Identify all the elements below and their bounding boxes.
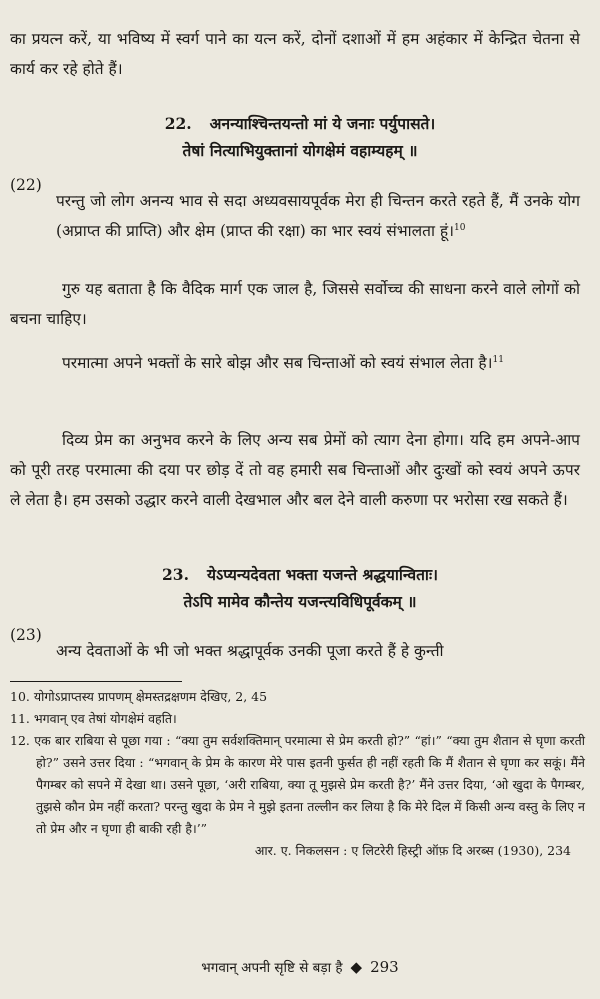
verse-22	[0, 110, 600, 164]
top-paragraph-block	[10, 24, 580, 84]
verse-23	[0, 561, 600, 615]
page-footer	[0, 958, 600, 976]
footnote-12-source: आर. ए. निकलसन : ए लिटरेरी हिस्ट्री ऑफ़ दि अरब्स (1930), 234	[254, 843, 571, 858]
footnote-ref-11: 11	[492, 354, 504, 365]
page-number: 293	[370, 958, 399, 976]
commentary-22-text-block	[56, 186, 580, 246]
verse-22-line2: तेषां नित्याभियुक्तानां योगक्षेमं वहाम्यहम् ॥	[182, 141, 418, 160]
verse-23-number: 23.	[162, 565, 189, 584]
verse-23-line1: येऽप्यन्यदेवता भक्ता यजन्ते श्रद्धयान्विताः।	[206, 565, 438, 584]
running-title: भगवान् अपनी सृष्टि से बड़ा है	[201, 960, 343, 976]
top-paragraph: का प्रयत्न करें, या भविष्य में स्वर्ग पाने का यत्न करें, दोनों दशाओं में हम अहंकार में केन्द्रित चेतना से कार्य कर रहे होते हैं।	[10, 30, 580, 78]
diamond-separator-icon: ◆	[350, 958, 363, 976]
footnote-12: 12. एक बार राबिया से पूछा गया : “क्या तुम सर्वशक्तिमान् परमात्मा से प्रेम करती हो?” “हां।” “क्या तुम शैतान से घृणा करती हो?” उसने उत्तर दिया : “भगवान् के प्रेम के कारण मेरे पास इतनी फुर्सत ही नहीं रहती कि मैं शैतान से घृणा कर सकूं। मैंने पैगम्बर को सपने में देखा था। उसने पूछा, ‘अरी राबिया, क्या तू मुझसे प्रेम करती है?’ मैंने उत्तर दिया, ‘ओ खुदा के पैगम्बर, तुझसे कौन प्रेम नहीं करता? परन्तु खुदा के प्रेम ने मुझे इतना तल्लीन कर लिया है कि मेरे दिल में किसी अन्य वस्तु के लिए न तो प्रेम और न घृणा ही बाकी रही है।’”	[10, 733, 585, 836]
verse-23-line2: तेऽपि मामेव कौन्तेय यजन्त्यविधिपूर्वकम् ॥	[183, 592, 417, 611]
para-paramatma-block	[10, 348, 580, 378]
footnote-divider	[10, 681, 182, 682]
footnotes	[10, 686, 585, 862]
footnote-11: 11. भगवान् एव तेषां योगक्षेमं वहति।	[10, 711, 177, 726]
commentary-23	[10, 620, 580, 681]
commentary-22	[10, 170, 580, 261]
verse-22-line1: अनन्याश्चिन्तयन्तो मां ये जनाः पर्युपासते।	[209, 114, 436, 133]
para-divya-block	[10, 425, 580, 515]
para-guru: गुरु यह बताता है कि वैदिक मार्ग एक जाल है, जिससे सर्वोच्च की साधना करने वाले लोगों को बचना चाहिए।	[10, 280, 580, 328]
para-paramatma-text-block	[10, 348, 580, 378]
verse-22-line1-row	[0, 110, 600, 137]
footnote-ref-10: 10	[454, 222, 466, 233]
para-guru-block	[10, 274, 580, 334]
commentary-23-number: (23)	[10, 626, 42, 644]
para-paramatma: परमात्मा अपने भक्तों के सारे बोझ और सब चिन्ताओं को स्वयं संभाल लेता है।	[62, 354, 493, 372]
verse-23-line1-row	[0, 561, 600, 588]
commentary-22-number: (22)	[10, 176, 42, 194]
commentary-23-text: अन्य देवताओं के भी जो भक्त श्रद्धापूर्वक उनकी पूजा करते हैं हे कुन्ती	[56, 641, 444, 660]
footnote-10: 10. योगोऽप्राप्तस्य प्रापणम् क्षेमस्तद्रक्षणम देखिए, 2, 45	[10, 689, 268, 704]
commentary-22-text: परन्तु जो लोग अनन्य भाव से सदा अध्यवसायपूर्वक मेरा ही चिन्तन करते रहते हैं, मैं उनके योग (अप्राप्त की प्राप्ति) और क्षेम (प्राप्त की रक्षा) का भार स्वयं संभालता हूं।	[56, 191, 580, 240]
para-divya: दिव्य प्रेम का अनुभव करने के लिए अन्य सब प्रेमों को त्याग देना होगा। यदि हम अपने-आप को पूरी तरह परमात्मा की दया पर छोड़ दें तो वह हमारी सब चिन्ताओं और दुःखों को स्वयं अपने ऊपर ले लेता है। हम उसको उद्धार करने वाली देखभाल और बल देने वाली करुणा पर भरोसा रख सकते हैं।	[10, 431, 580, 509]
verse-22-number: 22.	[164, 114, 192, 133]
